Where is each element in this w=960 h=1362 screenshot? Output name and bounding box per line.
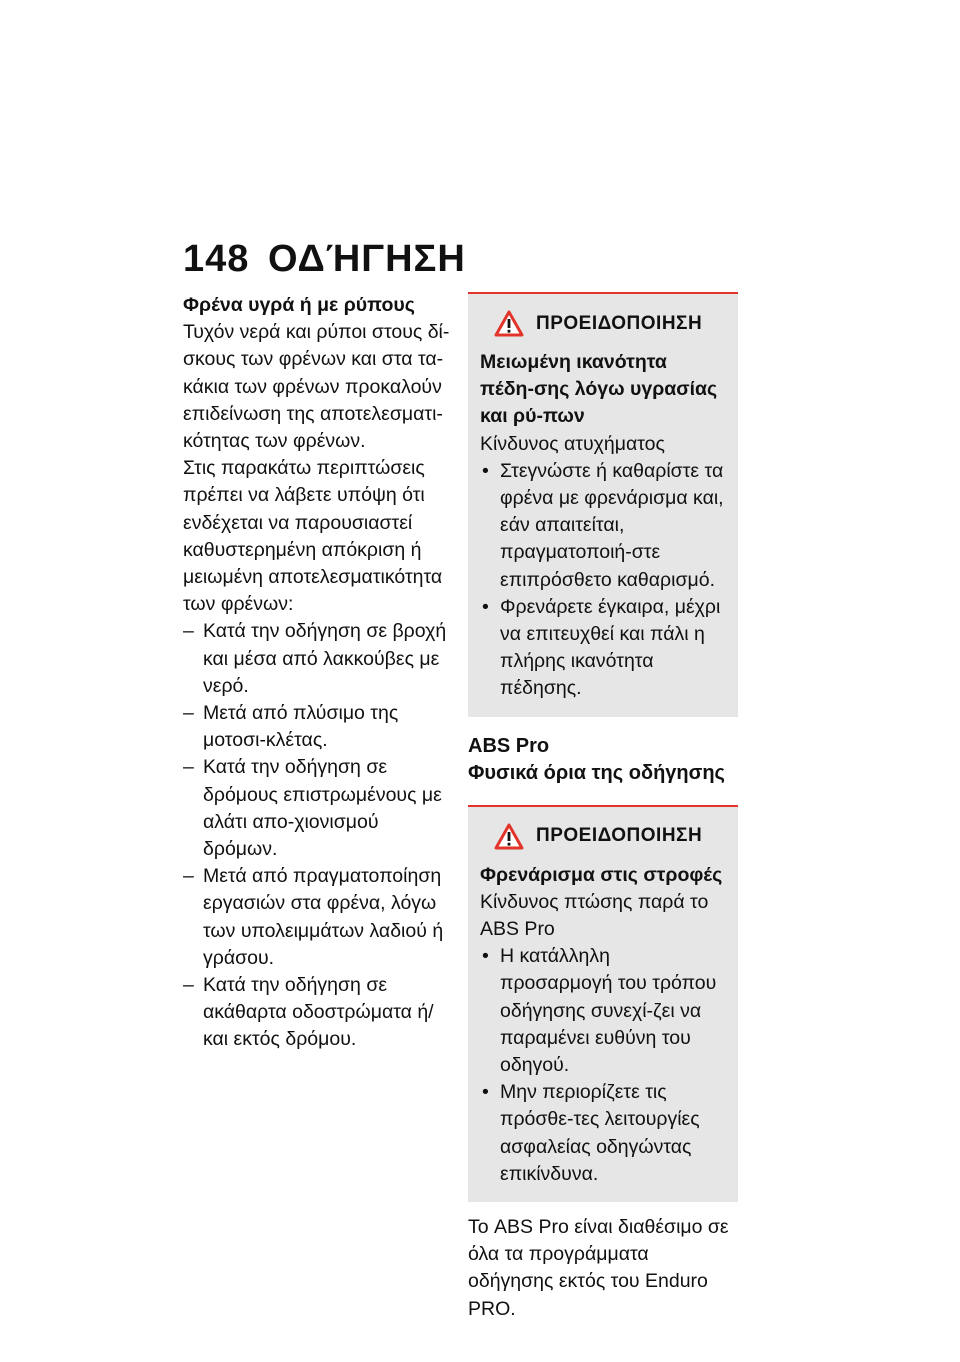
bullet-item: • Η κατάλληλη προσαρμογή του τρόπου οδήγησης συνεχί-ζει να παραμένει ευθύνη του οδηγού. [480, 943, 726, 1079]
warning-triangle-icon [494, 823, 524, 850]
warning-label: ΠΡΟΕΙΔΟΠΟΙΗΣΗ [536, 312, 703, 334]
list-item: – Κατά την οδήγηση σε δρόμους επιστρωμένους με αλάτι απο-χιονισμού δρόμων. [183, 754, 451, 863]
warning-header [494, 310, 726, 337]
abs-title: ABS Pro [468, 734, 550, 757]
list-item: – Κατά την οδήγηση σε ακάθαρτα οδοστρώματα ή/και εκτός δρόμου. [183, 972, 451, 1054]
paragraph-intro: Τυχόν νερά και ρύποι στους δί-σκους των φρένων και στα τα-κάκια των φρένων προκαλούν επιδείνωση της αποτελεσματι-κότητας των φρένων. [183, 321, 450, 453]
page-number: 148 [183, 238, 250, 280]
page-header [183, 238, 466, 281]
bullet-item: • Φρενάρετε έγκαιρα, μέχρι να επιτευχθεί και πάλι η πλήρης ικανότητα πέδησης. [480, 594, 726, 703]
warning-box [468, 292, 738, 717]
warning-box [468, 805, 738, 1202]
left-column [183, 292, 451, 1054]
list-item: – Μετά από πραγματοποίηση εργασιών στα φρένα, λόγω των υπολειμμάτων λαδιού ή γράσου. [183, 863, 451, 972]
abs-subtitle: Φυσικά όρια της οδήγησης [468, 761, 725, 784]
warning-label: ΠΡΟΕΙΔΟΠΟΙΗΣΗ [536, 825, 703, 847]
closing-paragraph: Το ABS Pro είναι διαθέσιμο σε όλα τα προγράμματα οδήγησης εκτός του Enduro PRO. [468, 1216, 729, 1320]
chapter-title: ΟΔΉΓΗΣΗ [268, 238, 466, 280]
warning-risk: Κίνδυνος ατυχήματος [480, 432, 665, 455]
bullet-item: • Στεγνώστε ή καθαρίστε τα φρένα με φρενάρισμα και, εάν απαιτείται, πραγματοποιή-στε επιπρόσθετο καθαρισμό. [480, 458, 726, 594]
right-column [468, 292, 738, 1323]
abs-section [468, 733, 738, 787]
warning-risk: Κίνδυνος πτώσης παρά το ABS Pro [480, 890, 709, 941]
list-item: – Κατά την οδήγηση σε βροχή και μέσα από λακκούβες με νερό. [183, 618, 451, 700]
warning-title: Μειωμένη ικανότητα πέδη-σης λόγω υγρασίας και ρύ-πων [480, 351, 718, 428]
warning-triangle-icon [494, 310, 524, 337]
paragraph-cases: Στις παρακάτω περιπτώσεις πρέπει να λάβετε υπόψη ότι ενδέχεται να παρουσιαστεί καθυστερημένη απόκριση ή μειωμένη αποτελεσματικότητα των φρένων: [183, 457, 443, 616]
bullet-item: • Μην περιορίζετε τις πρόσθε-τες λειτουργίες ασφαλείας οδηγώντας επικίνδυνα. [480, 1079, 726, 1188]
section-heading-wet-brakes: Φρένα υγρά ή με ρύπους [183, 294, 415, 316]
warning-header [494, 823, 726, 850]
list-item: – Μετά από πλύσιμο της μοτοσι-κλέτας. [183, 700, 451, 754]
warning-title: Φρενάρισμα στις στροφές [480, 863, 723, 886]
